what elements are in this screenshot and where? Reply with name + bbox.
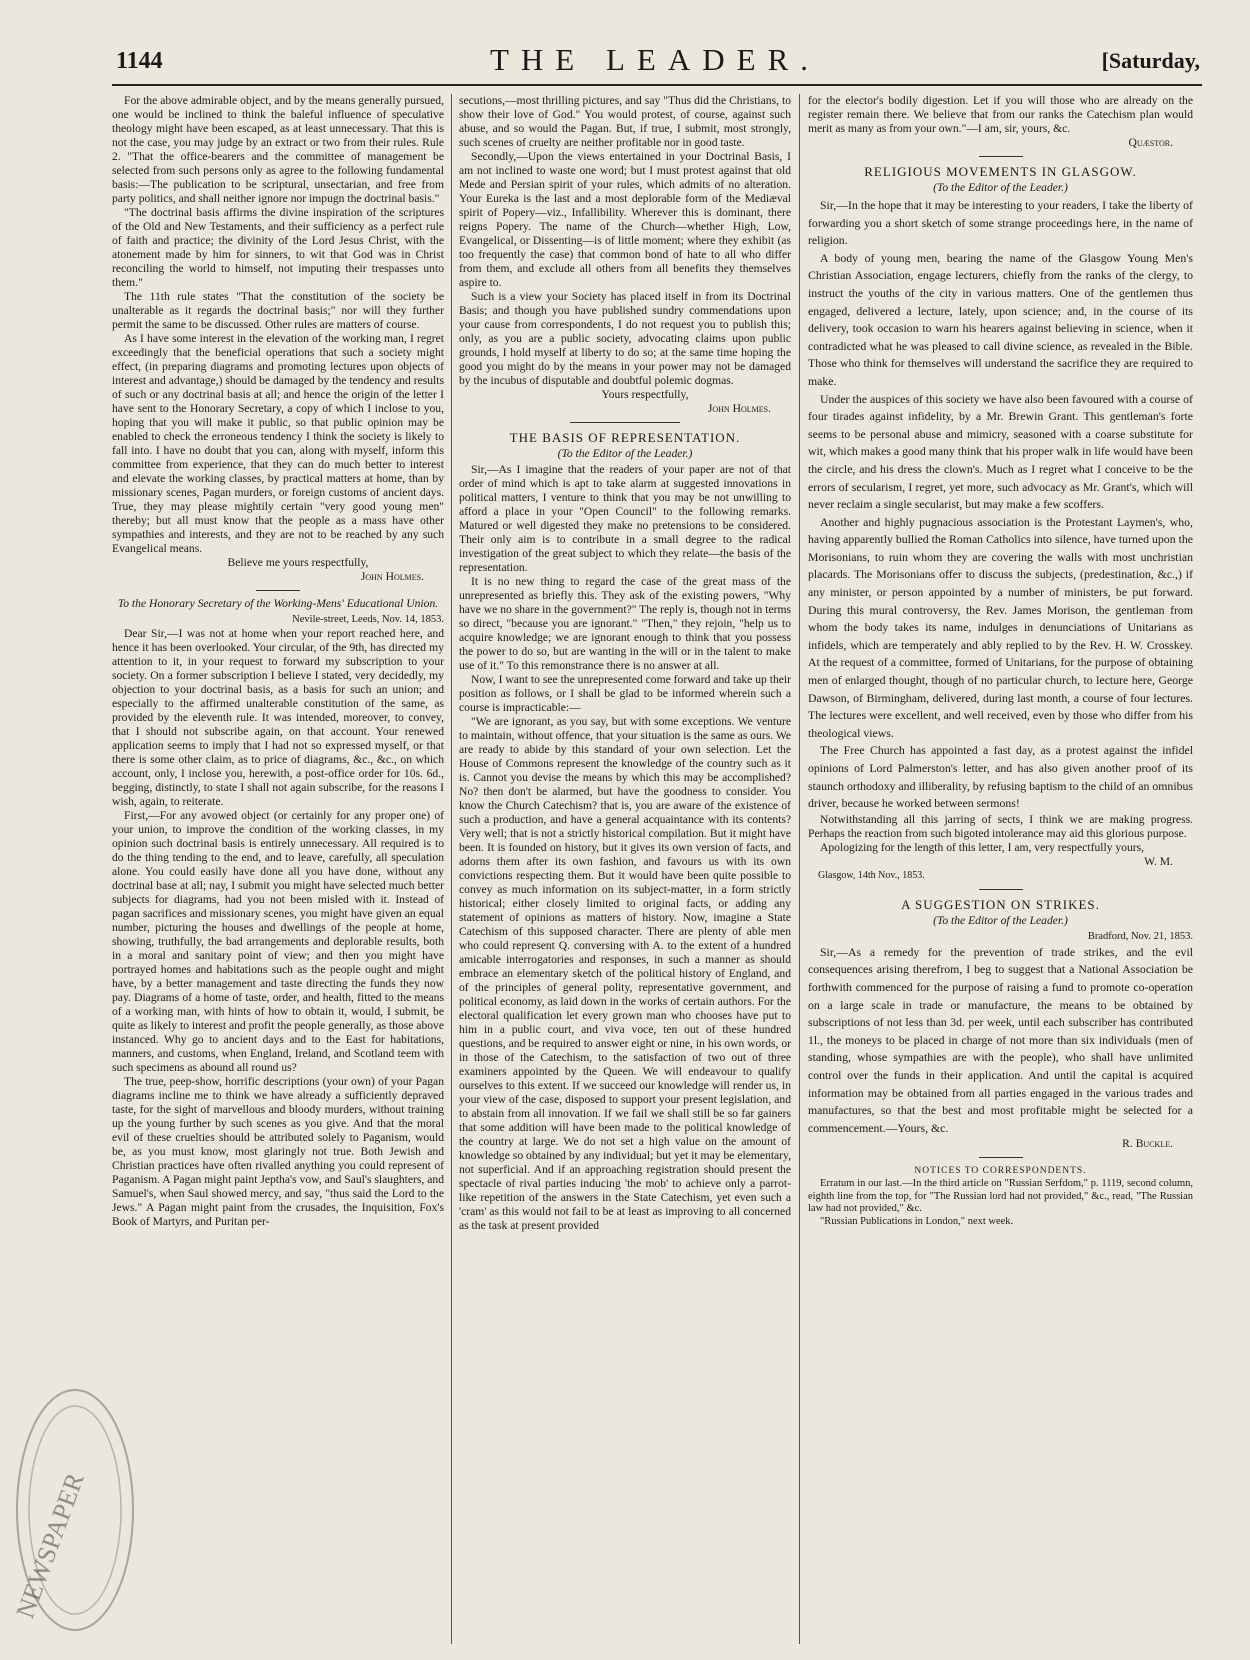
letter-address: Bradford, Nov. 21, 1853. — [1087, 930, 1193, 942]
notice-item: Erratum in our last.—In the third article on "Russian Serfdom," p. 1119, second column, eighth line from the top, for "The Russian lord had not provided," &c., read, "The Russian law had not provided," &c. — [808, 1178, 1193, 1215]
library-stamp-icon — [10, 1360, 140, 1640]
paragraph: The 11th rule states "That the constitution of the society be unalterable as it regards the doctrinal basis;" nor will they further permit the same to be discussed. Other rules are matters of course. — [112, 290, 444, 331]
paragraph: for the elector's bodily digestion. Let if you will those who are already on the register remain there. We believe that from our ranks the Catechism plan would merit as many as from your own."—I am, sir, yours, &c. — [808, 94, 1193, 135]
paragraph: Apologizing for the length of this letter, I am, very respectfully yours, — [820, 840, 1145, 854]
divider — [979, 889, 1023, 890]
paragraph: The Free Church has appointed a fast day, as a protest against the infidel opinions of Lord Palmerston's letter, and has also given another proof of its staunch orthodoxy and illiberality, by refusing baptism to the child of an omnibus driver, because he worked between sermons! — [808, 743, 1193, 811]
notice-item: "Russian Publications in London," next week. — [820, 1215, 1014, 1227]
paragraph: Under the auspices of this society we have also been favoured with a course of four tirades against infidelity, by a Mr. Brewin Grant. This gentleman's forte seems to be personal abuse and mimicry, seasoned with a coarse substitute for wit, which makes a good many think that his proper walk in life would have been the circle, and his dress the clown's. Much as I regret what I conceive to be the errors of secularism, I regret, yet more, such advocacy as Mr. Grant's, which will never reclaim a single secularist, but may make a few scoffers. — [808, 391, 1193, 512]
column-3 — [808, 94, 1193, 1654]
article-subheading: (To the Editor of the Leader.) — [933, 181, 1068, 194]
page-number: 1144 — [116, 48, 163, 74]
paragraph: For the above admirable object, and by the means generally pursued, one would be inclined to think the baleful influence of speculative theology might have been escaped, as at least unnecessary. That this is not the case, you may judge by an extract or two from their rules. Rule 2. "That the office-bearers and the committee of management be selected from such persons only as agree to the following fundamental basis:—The publication to be scriptural, unsectarian, and free from party politics, and shall neither ignore nor impugn the doctrinal basis." — [112, 94, 444, 205]
dateline: Glasgow, 14th Nov., 1853. — [818, 869, 925, 881]
paragraph: Dear Sir,—I was not at home when your report reached here, and hence it has been overlooked. Your circular, of the 9th, has directed my attention to it, in your request to forward my subscription to your society. On a former subscription I believe I stated, very decidedly, my objection to your doctrinal basis, as a basis for such an union; and especially to the affirmed unalterable constitution of the same, as provided by the eleventh rule. It was intended, moreover, to convey, that I should not subscribe again, on that account. Your renewed application seems to imply that I had not so expressed myself, or that there is some other claim, as to price of diagrams, &c., &c., on which account, only, I inclose you, herewith, a post-office order for 10s. 6d., begging, distinctly, to state I shall not again subscribe, for the reasons I wish, again, to reiterate. — [112, 627, 444, 808]
article-heading: RELIGIOUS MOVEMENTS IN GLASGOW. — [864, 164, 1137, 179]
signoff: Believe me yours respectfully, — [227, 556, 369, 569]
paragraph: "The doctrinal basis affirms the divine inspiration of the scriptures of the Old and New Testaments, and their sufficiency as a perfect rule of faith and practice; the divinity of the Lord Jesus Christ, with the atonement made by him for sinners, to wit that God was in Christ reconciling the world to himself, not imputing their trespasses unto them." — [112, 206, 444, 289]
divider — [979, 1157, 1023, 1158]
paragraph: Notwithstanding all this jarring of sects, I think we are making progress. Perhaps the reaction from such bigoted intolerance may aid this glorious purpose. — [808, 812, 1193, 840]
paragraph: The true, peep-show, horrific descriptions (your own) of your Pagan diagrams incline me to think we have already a sufficiently depraved taste, for the sight of marvellous and bloody murders, without training up the young further by such scenes as you give. And that the moral evil of these cruelties should be attributed solely to Paganism, would be, as you must know, most glaringly not true. Both Jewish and Christian practices have often rivalled anything you could represent of Paganism. A Pagan might paint Jeptha's vow, and Saul's slaughters, and Samuel's, when Saul showed mercy, and say, "thus said the Lord to the Jews." A Pagan might paint from the crusades, the Inquisition, Fox's Book of Martyrs, and Puritan per- — [112, 1075, 444, 1228]
article-subheading: (To the Editor of the Leader.) — [557, 447, 693, 460]
article-subheading: (To the Editor of the Leader.) — [933, 913, 1068, 927]
paragraph: secutions,—most thrilling pictures, and say "Thus did the Christians, to show their love of God." You would protest, of course, against such abuse, and so would the Pagan. But, if true, I submit, most strongly, such scenes of cruelty are neither profitable nor in good taste. — [459, 94, 791, 149]
issue-day: [Saturday, — [1101, 48, 1200, 73]
paragraph: Sir,—As a remedy for the prevention of trade strikes, and the evil consequences arising therefrom, I beg to suggest that a National Association be forthwith commenced for the purpose of raising a fund to promote co-operation on a large scale in trade or manufacture, the means to be obtained by subscriptions of not less than 3d. per week, until each subscriber has contributed 1l., the moneys to be placed in charge of not more than six individuals (men of standing, whose sympathies are with the people), who shall have unlimited control over the funds in their application. And until the capital is acquired information may be obtained from all parties engaged in the various trades and manufactures, so that the best and most profitable might be selected for a commencement.—Yours, &c. — [808, 944, 1193, 1135]
column-2 — [459, 94, 791, 1654]
masthead — [110, 42, 1200, 82]
paragraph: It is no new thing to regard the case of the great mass of the unrepresented as briefly this. They ask of the existing powers, "Why have we no share in the government?" The reply is, though not in terms so direct, "because you are ignorant." "Then," they rejoin, "help us to acquire knowledge; we are ignorant enough to think that you possess the power to do so, but are wanting in the will or in the talent to make use of it." To this remonstrance there is no answer at all. — [459, 575, 791, 672]
article-heading: A SUGGESTION ON STRIKES. — [901, 896, 1100, 912]
paragraph: "We are ignorant, as you say, but with some exceptions. We venture to maintain, without offence, that your situation is the same as ours. We are ready to abide by this standard of your own selection. Let the House of Commons represent the knowledge of the country such as it is. Cannot you devise the means by which this may be accomplished? No? then don't be alarmed, but have the goodness to consider. You know the Church Catechism? that is, you are aware of the existence of such a production, and have a general acquaintance with its contents? Very well; that is not a strictly historical compilation. But it might have been. It is founded on history, but it gives its own version of facts, and adorns them after its own fashion, and favours us with its own convictions respecting them. But it would have been quite possible to convey as much information on its subject-matter, in a form strictly historical; either closely limited to original facts, or adding any statement of opinions as matters of history. Now, imagine a State Catechism of this supposed character. There are plenty of able men who could represent Q. conversing with A. to the extent of a hundred amicable interrogatories and responses, in such a manner as should embrace an elementary sketch of the political history of England, and of the principles of general polity, representative government, and political economy, as laid down in the works of certain authors. For the electoral qualification let every grown man who chooses have put to him in a public court, and viva voce, ten out of these hundred questions, and be required to answer eight or nine, in his own words, or in those of the Catechism, to the satisfaction of two out of three examiners appointed by the Queen. We will endeavour to qualify ourselves to this extent. If we succeed our knowledge will render us, in your view of the case, disposed to support your present legislation, and to abstain from all innovation. If we fail we shall still be so far gainers that some addition will have been made to the political knowledge of the country at large. We do not set a high value on the amount of knowledge so obtained by any individual; but yet it may be elementary, not superficial. And if an approaching registration should present the spectacle of rival parties inducing 'the mob' to achieve only a parrot-like repetition of the answers in the State Catechism, yet even such a 'cram' as this would not fail to be at least as improving to all concerned as the task at present provided — [459, 715, 791, 1232]
divider — [570, 422, 680, 423]
letter-heading: To the Honorary Secretary of the Working-Mens' Educational Union. — [117, 597, 439, 610]
paragraph: A body of young men, bearing the name of the Glasgow Young Men's Christian Association, engage lecturers, chiefly from the ranks of the clergy, to instruct the youths of the city in various matters. One of the gentlemen thus engaged, delivered a lecture, lately, upon science; and, in the course of its delivery, took occasion to warn his hearers against believing in science, when it contradicted what he was pleased to call divine science, as revealed in the Bible. Those who think for themselves will understand the sacrifice they are required to make. — [808, 250, 1193, 388]
notices-heading: NOTICES TO CORRESPONDENTS. — [914, 1166, 1087, 1177]
paragraph: Sir,—In the hope that it may be interesting to your readers, I take the liberty of forwarding you a short sketch of some strange proceedings here, in the name of religion. — [808, 198, 1193, 248]
paper-title: THE LEADER. — [489, 42, 821, 77]
article-heading: THE BASIS OF REPRESENTATION. — [509, 430, 741, 445]
column-1 — [112, 94, 444, 1654]
paragraph: Sir,—As I imagine that the readers of your paper are not of that order of mind which is apt to take alarm at suggested innovations in political matters, I venture to think that you may be not unwilling to afford a place in your "Open Council" to the following remarks. Matured or well digested they make no pretensions to be considered. Their only aim is to contribute in a small degree to the radical investigation of the great subject to which they relate—the basis of the representation. — [459, 463, 791, 574]
paragraph: Secondly,—Upon the views entertained in your Doctrinal Basis, I am not inclined to waste one word; but I must protest against that old Mede and Persian spirit of your rules, which admits of no alteration. Your Eureka is the last and a most deplorable form of the Mediæval spirit of Popery—viz., Infallibility. Wherever this is dominant, there reigns Popery. The name of the Church—whether High, Low, Evangelical, or Dissenting—is of little moment; where they exhibit (as too frequently the case) that common bond of hate to all who differ from them, and exclude all others from all benefits they themselves aspire to. — [459, 150, 791, 289]
divider — [979, 156, 1023, 157]
signature: John Holmes. — [360, 570, 424, 583]
stamp-text: NEWSPAPER — [10, 1469, 90, 1623]
divider — [256, 590, 300, 591]
masthead-rule — [112, 84, 1202, 86]
signature: John Holmes. — [707, 402, 771, 415]
signoff: Yours respectfully, — [601, 388, 689, 401]
article-body — [808, 944, 1193, 1138]
article-body — [808, 197, 1193, 813]
paragraph: Now, I want to see the unrepresented come forward and take up their position as follows, or I shall be glad to be informed wherein such a course is impracticable:— — [459, 673, 791, 714]
paragraph: Another and highly pugnacious association is the Protestant Laymen's, who, having apparently bullied the Roman Catholics into silence, have turned upon the Morisonians, to ruin whom they are covering the walls with most unchristian placards. The Morisonians offer to discuss the subjects, (predestination, &c.,) if any minister, or person appointed by a number of ministers, be put forward. During this mural controversy, the Rev. James Morison, the gentleman from whom the body takes its name, indulges in denunciations of Unitarians as infidels, which are temperately and ably replied to by the Rev. H. W. Crosskey. At the request of a committee, formed of Unitarians, for the purpose of obtaining men of enlarged thought, though of no particular church, to lecture here, George Dawson, of Birmingham, delivered, during last month, a course of four lectures. The lectures were excellent, and well received, even by those who differ from his theological views. — [808, 514, 1193, 740]
signature: R. Buckle. — [1122, 1137, 1173, 1151]
column-rule — [799, 94, 800, 1644]
signature: Quæstor. — [1128, 136, 1173, 149]
paragraph: As I have some interest in the elevation of the working man, I regret exceedingly that the beneficial operations that such a society might effect, (in preparing diagrams and promoting lectures upon objects of interest and advantage,) should be damaged by the tendency and results of such or any doctrinal basis at all; and hence the origin of the letter I have sent to the Honorary Secretary, a copy of which I inclose to you, hoping that you will make it public, so that public opinion may be enabled to check the erroneous tendency I think the society is likely to fall into. I have no doubt that you can, along with myself, inform this committee from experience, that they can do much better to interest and elevate the working classes, by practical matters at home, than by missionary scenes, Pagan murders, or foreign customs of ancient days. True, they may please mightily certain "very good young men" thereby; but all must know that the people as a mass have other sympathies and interests, and they are not to be reached by any such Evangelical means. — [112, 332, 444, 555]
paragraph: First,—For any avowed object (or certainly for any proper one) of your union, to improve the condition of the working classes, in my opinion such doctrinal basis is entirely unnecessary. All required is to do the thing tending to the end, and to leave, carefully, all speculation alone. You could easily have done all you have done, without any doctrinal base at all; nay, I submit you might have selected much better subjects for diagrams, had you not been misled with it. Instead of pagan sacrifices and missionary scenes, you might have given an equal number, picturing the houses and dwellings of the people at home, showing, truthfully, the bad arrangements and deplorable results, both in a moral and sanitary point of view; and then you might have portrayed homes and habitations such as the people ought and might have, by a better management and taste directing the funds they now pay. Diagrams of a home of taste, order, and health, fitted to the means of a working man, with hints of how to obtain it, would, I submit, be quite as likely to interest and profit the people generally, as those above instanced. Why go to ancient days and to the East for habitations, manners, and customs, when England, Ireland, and Scotland teem with such specimens as abound all round us? — [112, 809, 444, 1074]
paragraph: Such is a view your Society has placed itself in from its Doctrinal Basis; and though you have published sundry commendations upon your cause from correspondents, I do not request you to publish this; only, as you are a public society, advocating claims upon public grounds, I hold myself at liberty to do so; at the same time hoping the good you might do by the means in your power may not be damaged by the incubus of disputable and doubtful polemic dogmas. — [459, 290, 791, 387]
signature: W. M. — [1144, 854, 1173, 868]
letter-address: Nevile-street, Leeds, Nov. 14, 1853. — [292, 614, 444, 625]
column-rule — [451, 94, 452, 1644]
